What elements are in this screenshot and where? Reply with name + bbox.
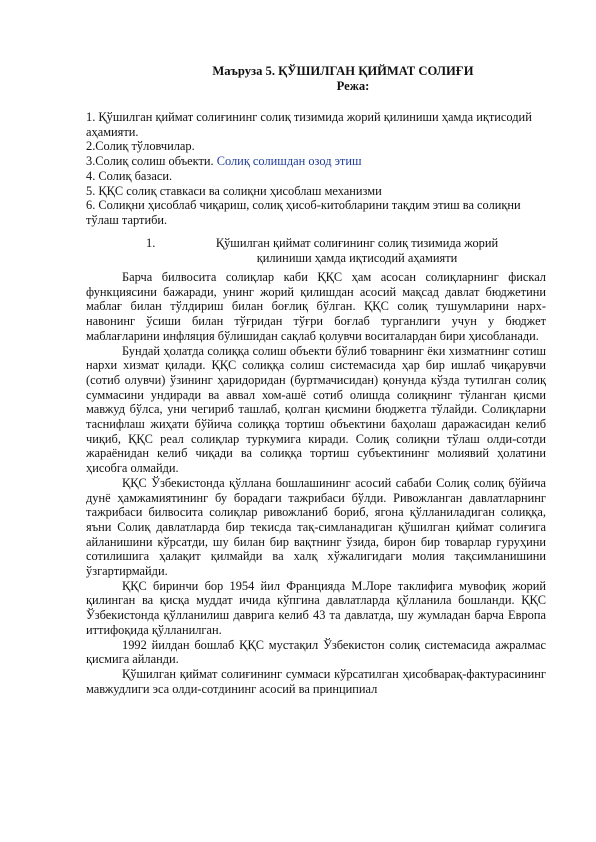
body-paragraph: ҚҚС биринчи бор 1954 йил Францияда М.Лоре таклифига мувофиқ жорий қилинган ва қисқа муддат ичида кўпгина давлатларда қўлланила бошланди. ҚҚС Ўзбекистонда қўлланилиш давригa келиб 43 та давлатда, шу жумладан барча Европа иттифоқида қўлланилган. (86, 578, 546, 637)
lecture-plan (86, 110, 546, 228)
plan-item (86, 154, 546, 169)
section-body (86, 270, 546, 696)
section-heading (86, 236, 546, 265)
plan-item: 1. Қўшилган қиймат солиғининг солиқ тизимида жорий қилиниши ҳамда иқтисодий аҳамияти. (86, 110, 532, 139)
body-paragraph: Бундай ҳолатда солиққа солиш объекти бўлиб товарнинг ёки хизматнинг сотиш нархи хизмат қилади. ҚҚС солиққа солиш системасида ҳар бир ишлаб чиқарувчи (сотиб олувчи) ўзининг ҳаридоридан (буртмачисидан) қонунда кўзда тутилган солиқ суммасини ундиради ва аввал хом-ашё сотиб олишда солиқнинг тўланган қисми мавжуд бўлса, уни чегириб ташлаб, қолган қисмини бюджетга тўлайди. Солиқларни таснифлаш жиҳати бўйича солиққа тортиш объектини баҳолаш даражасидан келиб чиқиб, ҚҚС реал солиқлар туркумига киради. Солиқ солиқни тўлаш олди-сотди жараёнидан келиб чиқади ва солиққа тортиш субъектининг молиявий ҳолатини ҳисобга олмайди. (86, 343, 546, 476)
body-paragraph: ҚҚС Ўзбекистонда қўллана бошлашининг асосий сабаби Солиқ солиқ бўйича дунё ҳамжамиятининг бу борадаги тажрибаси бўлди. Ривожланган давлатларнинг тажрибаси билвосита солиқлар ривожланиб бориб, ягона қўлланиладиган солиққа, яъни Солиқ давлатларда бир текисда тақ-симланадиган қўшилган қиймат солиғига айланишини кўрсатди, шу билан бир вақтнинг ўзида, бирон бир товарлар гуруҳини сотилишига ҳалақит қилмайди ва халқ хўжалигидаги молия тақсимланишини ўзгартирмайди. (86, 475, 546, 579)
lecture-title (0, 64, 596, 94)
plan-item: 5. ҚҚС солиқ ставкаси ва солиқни ҳисоблаш механизми (86, 183, 382, 198)
body-paragraph: Қўшилган қиймат солиғининг суммаси кўрсатилган ҳисобварақ-фактурасининг мавжудлиги эса олди-сотдининг асосий ва принципиал (86, 666, 546, 696)
section-title-line: қилиниши ҳамда иқтисодий аҳамияти (256, 250, 458, 265)
plan-item-text: 3.Солиқ солиш объекти. (86, 154, 217, 169)
section-number: 1. (146, 236, 156, 250)
lecture-title-main: Маъруза 5. ҚЎШИЛГАН ҚИЙМАТ СОЛИҒИ (212, 64, 474, 78)
plan-item-highlight: Солиқ солишдан озод этиш (216, 154, 362, 169)
section-title-line: Қўшилган қиймат солиғининг солиқ тизимида жорий (215, 236, 499, 250)
plan-heading: Режа: (336, 79, 370, 93)
body-paragraph: Барча билвосита солиқлар каби ҚҚС ҳам асосан солиқларнинг фискал функциясини бажаради, унинг жорий қилишдан асосий мақсад давлат бюджетини маблағ билан тўлдириш билан боғлиқ бўлган. ҚҚС солиқ тушумларини нарх-навонинг ўсиши билан тўғридан тўғри боғлаб турганлиги учун у бюджет маблағларини инфляция бўлишидан сақлаб қолувчи воситалардан бири ҳисобланади. (86, 270, 546, 343)
plan-item: 6. Солиқни ҳисоблаб чиқариш, солиқ ҳисоб-китобларини тақдим этиш ва солиқни тўлаш тартиби. (86, 198, 521, 227)
body-paragraph: 1992 йилдан бошлаб ҚҚС мустақил Ўзбекистон солиқ системасида ажралмас қисмига айланди. (86, 637, 546, 667)
plan-item: 4. Солиқ базаси. (86, 168, 173, 183)
plan-item: 2.Солиқ тўловчилар. (86, 139, 195, 154)
